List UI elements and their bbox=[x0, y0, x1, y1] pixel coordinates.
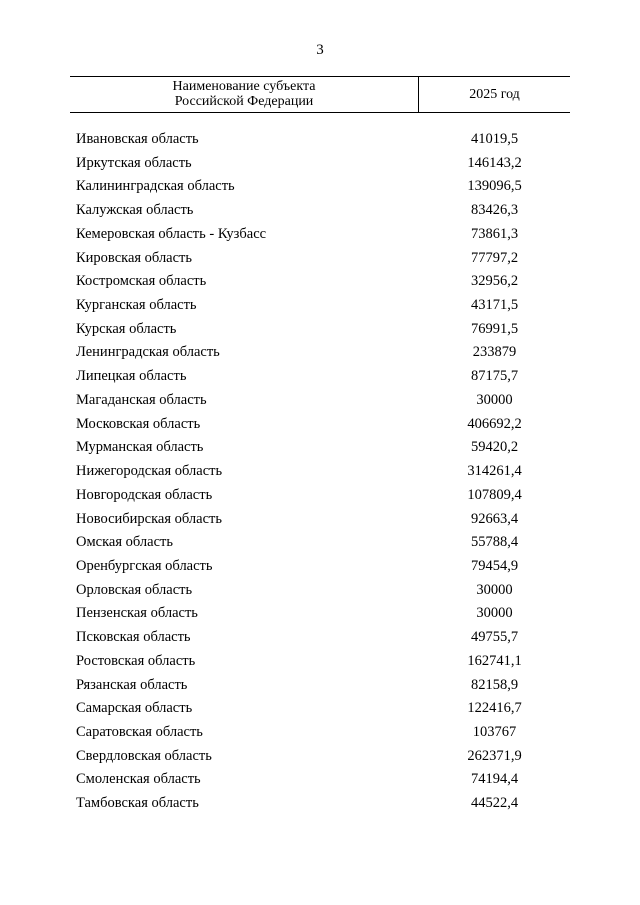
subject-name: Саратовская область bbox=[76, 723, 203, 740]
subject-name-header-line-2: Российской Федерации bbox=[174, 94, 314, 109]
table-body bbox=[0, 127, 640, 815]
value-2025: 139096,5 bbox=[467, 178, 522, 195]
value-2025: 82158,9 bbox=[470, 676, 519, 693]
value-2025: 74194,4 bbox=[470, 771, 519, 788]
value-2025: 49755,7 bbox=[470, 629, 519, 646]
subject-name: Омская область bbox=[76, 534, 173, 551]
value-2025: 83426,3 bbox=[470, 202, 519, 219]
table-row bbox=[0, 388, 640, 412]
subject-name: Кемеровская область - Кузбасс bbox=[76, 225, 267, 242]
value-2025: 146143,2 bbox=[467, 154, 522, 171]
table-row bbox=[0, 412, 640, 436]
year-column-header: 2025 год bbox=[469, 87, 520, 102]
table-row bbox=[0, 625, 640, 649]
subject-name: Новосибирская область bbox=[76, 510, 222, 527]
subject-name: Костромская область bbox=[76, 273, 207, 290]
subject-name: Орловская область bbox=[76, 581, 193, 598]
subject-name: Ростовская область bbox=[76, 652, 196, 669]
subject-name: Оренбургская область bbox=[76, 557, 213, 574]
value-2025: 233879 bbox=[472, 344, 517, 361]
value-2025: 41019,5 bbox=[470, 131, 519, 147]
subject-name-header-line-1: Наименование субъекта bbox=[172, 79, 316, 94]
value-2025: 30000 bbox=[476, 605, 513, 622]
table-row bbox=[0, 151, 640, 175]
subject-name: Ленинградская область bbox=[76, 344, 220, 361]
table-row bbox=[0, 340, 640, 364]
table-row bbox=[0, 530, 640, 554]
subject-name: Курская область bbox=[76, 320, 177, 337]
subject-name: Липецкая область bbox=[76, 368, 187, 385]
value-2025: 122416,7 bbox=[467, 700, 522, 717]
value-2025: 55788,4 bbox=[470, 534, 519, 551]
subject-name: Калининградская область bbox=[76, 178, 235, 195]
subject-name: Ивановская область bbox=[76, 131, 199, 147]
value-2025: 107809,4 bbox=[467, 486, 522, 503]
value-2025: 44522,4 bbox=[470, 795, 519, 812]
subject-name: Пензенская область bbox=[76, 605, 198, 622]
table-row bbox=[0, 554, 640, 578]
subject-name: Нижегородская область bbox=[76, 463, 223, 480]
value-2025: 162741,1 bbox=[467, 652, 522, 669]
table-row bbox=[0, 720, 640, 744]
table-row bbox=[0, 246, 640, 270]
value-2025: 406692,2 bbox=[467, 415, 522, 432]
value-2025: 76991,5 bbox=[470, 320, 519, 337]
table-row bbox=[0, 435, 640, 459]
subject-name: Свердловская область bbox=[76, 747, 212, 764]
subject-name: Смоленская область bbox=[76, 771, 201, 788]
table-row bbox=[0, 293, 640, 317]
table-row bbox=[0, 578, 640, 602]
value-2025: 92663,4 bbox=[470, 510, 519, 527]
table-row bbox=[0, 364, 640, 388]
subject-name: Московская область bbox=[76, 415, 201, 432]
subject-name: Самарская область bbox=[76, 700, 193, 717]
table-row bbox=[0, 696, 640, 720]
subject-name: Тамбовская область bbox=[76, 795, 199, 812]
value-2025: 43171,5 bbox=[470, 297, 519, 314]
table-row bbox=[0, 317, 640, 341]
value-2025: 314261,4 bbox=[467, 463, 522, 480]
table-header bbox=[70, 76, 570, 113]
subject-name: Рязанская область bbox=[76, 676, 188, 693]
value-2025: 30000 bbox=[476, 581, 513, 598]
value-2025: 79454,9 bbox=[470, 557, 519, 574]
table-row bbox=[0, 459, 640, 483]
table-row bbox=[0, 269, 640, 293]
table-row bbox=[0, 767, 640, 791]
subject-name: Новгородская область bbox=[76, 486, 213, 503]
subject-name: Магаданская область bbox=[76, 391, 207, 408]
value-2025: 73861,3 bbox=[470, 225, 519, 242]
table-row bbox=[0, 507, 640, 531]
value-2025: 32956,2 bbox=[470, 273, 519, 290]
subject-name-column-header bbox=[70, 77, 418, 112]
value-2025: 77797,2 bbox=[470, 249, 519, 266]
value-2025: 87175,7 bbox=[470, 368, 519, 385]
table-row bbox=[0, 222, 640, 246]
value-2025: 30000 bbox=[476, 391, 513, 408]
value-2025: 103767 bbox=[472, 723, 517, 740]
value-2025: 262371,9 bbox=[467, 747, 522, 764]
subject-name: Калужская область bbox=[76, 202, 194, 219]
subject-name: Мурманская область bbox=[76, 439, 204, 456]
subject-name: Кировская область bbox=[76, 249, 193, 266]
table-row bbox=[0, 649, 640, 673]
table-row bbox=[0, 483, 640, 507]
table-row bbox=[0, 601, 640, 625]
value-2025: 59420,2 bbox=[470, 439, 519, 456]
table-row bbox=[0, 174, 640, 198]
page-number: 3 bbox=[316, 42, 324, 58]
subject-name: Иркутская область bbox=[76, 154, 192, 171]
subject-name: Курганская область bbox=[76, 297, 197, 314]
table-row bbox=[0, 744, 640, 768]
subject-name: Псковская область bbox=[76, 629, 191, 646]
table-row bbox=[0, 791, 640, 815]
table-row bbox=[0, 127, 640, 151]
table-row bbox=[0, 198, 640, 222]
table-row bbox=[0, 673, 640, 697]
